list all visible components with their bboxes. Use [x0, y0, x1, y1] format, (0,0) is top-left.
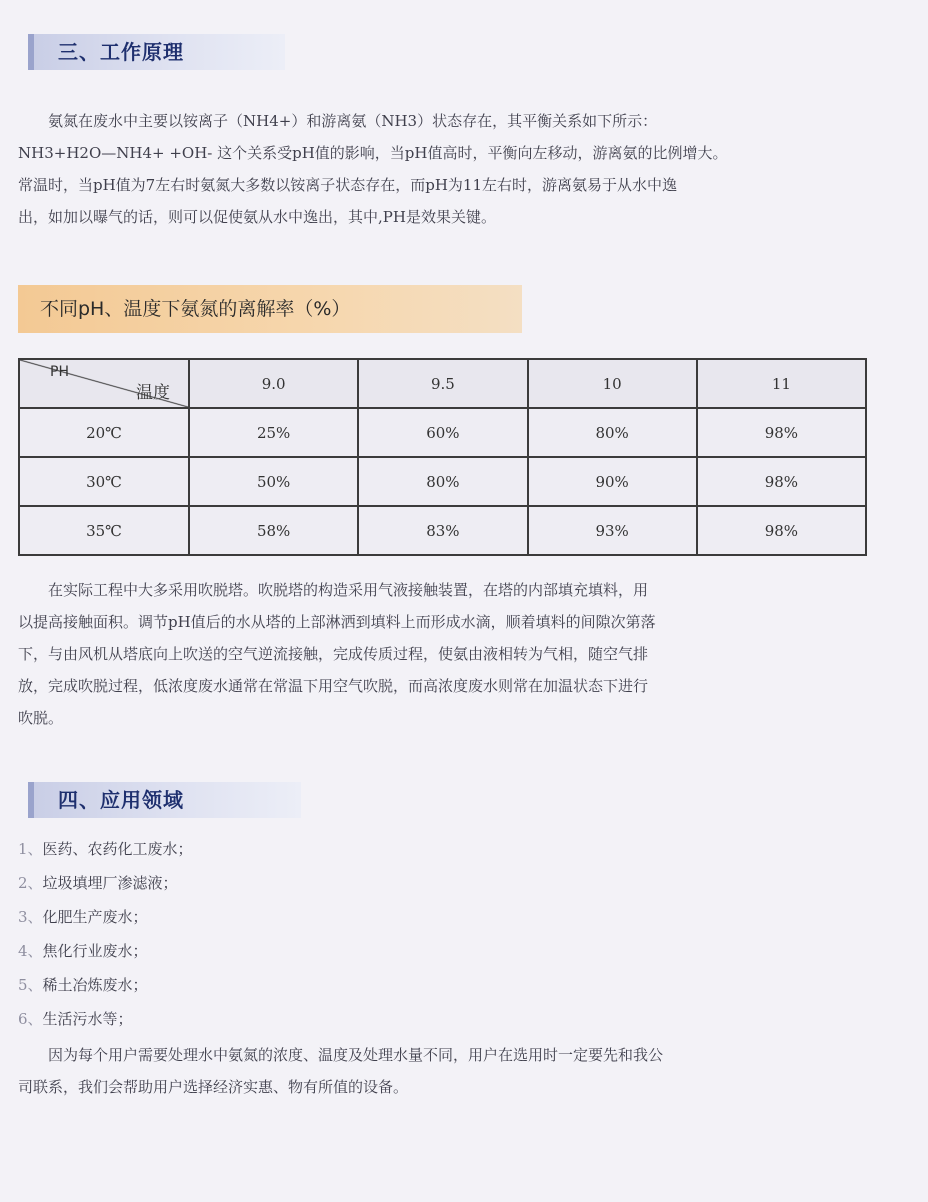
rate-cell: 25%: [189, 408, 358, 457]
section-heading-applications: 四、应用领域: [28, 782, 301, 818]
list-number: 2、: [18, 874, 43, 892]
rate-cell: 80%: [358, 457, 527, 506]
temperature-cell: 20℃: [19, 408, 189, 457]
text-line: 因为每个用户需要处理水中氨氮的浓度、温度及处理水量不同，用户在选用时一定要先和我公: [18, 1046, 664, 1064]
ph-header-cell: 10: [528, 359, 697, 408]
rate-cell: 93%: [528, 506, 697, 555]
temperature-cell: 35℃: [19, 506, 189, 555]
list-item: [18, 832, 193, 866]
list-text: 生活污水等；: [42, 1010, 133, 1028]
rate-cell: 58%: [189, 506, 358, 555]
list-text: 化肥生产废水；: [42, 908, 148, 926]
text-line: NH3+H2O—NH4+ +OH- 这个关系受pH值的影响，当pH值高时，平衡向左移动，游离氨的比例增大。: [18, 144, 728, 162]
rate-cell: 98%: [697, 457, 866, 506]
list-item: [18, 1002, 193, 1036]
table-header-row: [19, 359, 866, 408]
table-caption: 不同pH、温度下氨氮的离解率（%）: [18, 285, 522, 333]
rate-cell: 90%: [528, 457, 697, 506]
text-line: 氨氮在废水中主要以铵离子（NH4+）和游离氨（NH3）状态存在，其平衡关系如下所示：: [18, 112, 658, 130]
text-line: 常温时，当pH值为7左右时氨氮大多数以铵离子状态存在，而pH为11左右时，游离氨易于从水中逸: [18, 176, 678, 194]
temperature-cell: 30℃: [19, 457, 189, 506]
ph-header-cell: 11: [697, 359, 866, 408]
list-text: 垃圾填埋厂渗滤液；: [42, 874, 178, 892]
table-row: [19, 457, 866, 506]
list-number: 3、: [18, 908, 43, 926]
text-line: 司联系，我们会帮助用户选择经济实惠、物有所值的设备。: [18, 1078, 409, 1096]
rate-cell: 98%: [697, 506, 866, 555]
application-list: [18, 832, 193, 1036]
list-item: [18, 900, 193, 934]
table-row: [19, 408, 866, 457]
text-line: 下，与由风机从塔底向上吹送的空气逆流接触，完成传质过程，使氨由液相转为气相，随空气排: [18, 645, 649, 663]
list-number: 1、: [18, 840, 43, 858]
list-text: 稀土冶炼废水；: [42, 976, 148, 994]
stripping-tower-paragraph: [18, 574, 866, 734]
contact-paragraph: [18, 1039, 866, 1103]
list-text: 医药、农药化工废水；: [42, 840, 193, 858]
list-number: 6、: [18, 1010, 43, 1028]
text-line: 吹脱。: [18, 709, 64, 727]
principle-paragraph: [18, 105, 866, 233]
list-number: 5、: [18, 976, 43, 994]
rate-cell: 98%: [697, 408, 866, 457]
text-line: 出，如加以曝气的话，则可以促使氨从水中逸出，其中,PH是效果关键。: [18, 208, 496, 226]
list-item: [18, 866, 193, 900]
corner-temp-label: 温度: [136, 383, 170, 403]
ph-header-cell: 9.0: [189, 359, 358, 408]
list-item: [18, 968, 193, 1002]
dissociation-rate-table: [18, 358, 867, 556]
corner-ph-label: PH: [50, 364, 69, 380]
rate-cell: 50%: [189, 457, 358, 506]
table-corner-cell: [19, 359, 189, 408]
text-line: 以提高接触面积。调节pH值后的水从塔的上部淋洒到填料上而形成水滴，顺着填料的间隙次第落: [18, 613, 656, 631]
rate-cell: 83%: [358, 506, 527, 555]
table-row: [19, 506, 866, 555]
list-item: [18, 934, 193, 968]
ph-header-cell: 9.5: [358, 359, 527, 408]
list-text: 焦化行业废水；: [42, 942, 148, 960]
rate-cell: 80%: [528, 408, 697, 457]
rate-cell: 60%: [358, 408, 527, 457]
text-line: 在实际工程中大多采用吹脱塔。吹脱塔的构造采用气液接触装置，在塔的内部填充填料，用: [18, 581, 649, 599]
list-number: 4、: [18, 942, 43, 960]
section-heading-working-principle: 三、工作原理: [28, 34, 285, 70]
text-line: 放，完成吹脱过程，低浓度废水通常在常温下用空气吹脱，而高浓度废水则常在加温状态下进行: [18, 677, 649, 695]
